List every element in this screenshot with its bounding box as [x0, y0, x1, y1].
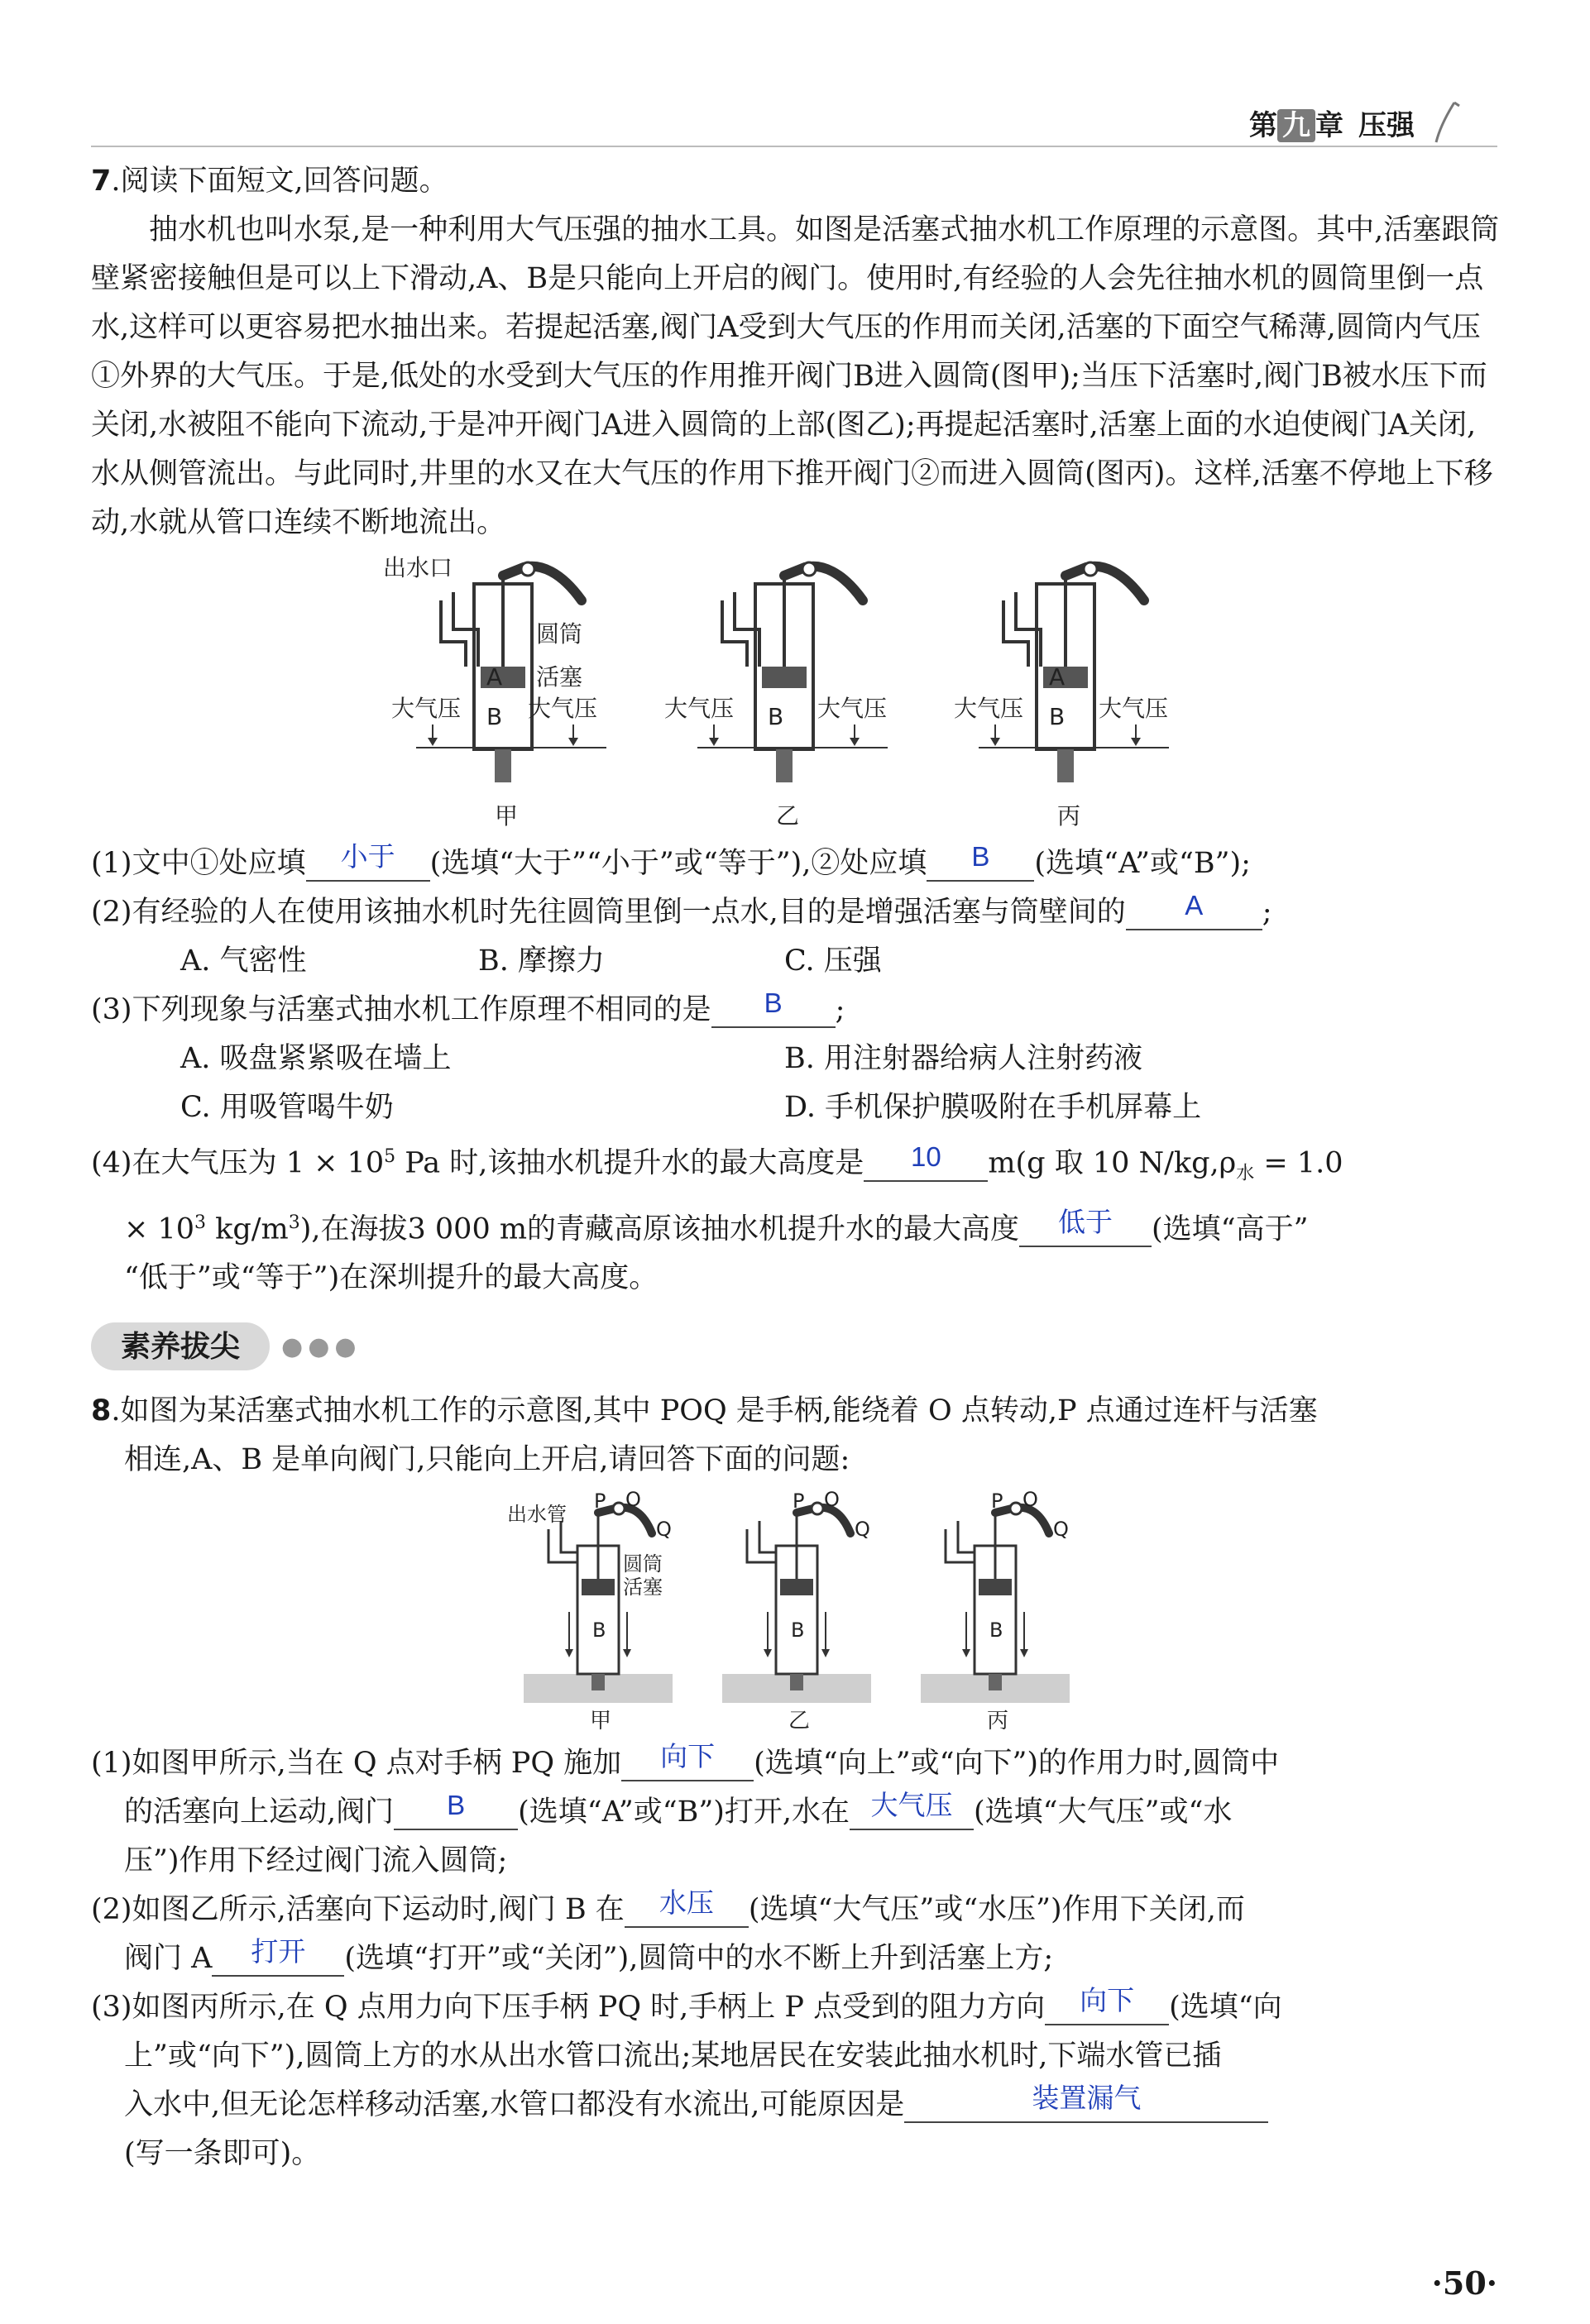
q7-sub2-option-b: B. 摩擦力: [478, 944, 605, 978]
q7-sub2-blank[interactable]: A: [1126, 896, 1262, 930]
atm-label-1a: 大气压: [390, 695, 461, 722]
outlet-pipe-label: 出水管: [506, 1503, 567, 1527]
chapter-label: 第 九 章: [1249, 108, 1343, 142]
q8-title: 8.如图为某活塞式抽水机工作的示意图,其中 POQ 是手柄,能绕着 O 点转动,P 点通过连杆与活塞: [91, 1394, 1318, 1428]
valve-b-label-8c: B: [989, 1619, 1003, 1643]
q8-sub1-line3: 压”)作用下经过阀门流入圆筒;: [124, 1844, 508, 1878]
q7-sub4-line2: × $10^3$ $kg/m^3$),在海拔3 000 m的青藏高原该抽水机提升水的最大高度 低于 (选填“高于”: [124, 1207, 1309, 1246]
outlet-label: 出水口: [382, 554, 453, 581]
caption-bing: 丙: [1056, 802, 1080, 830]
p-label-1: P: [593, 1490, 606, 1513]
q7-sub3-options-row1: [91, 1035, 1501, 1083]
valve-b-label-2: B: [767, 703, 783, 730]
cylinder-label: 圆筒: [535, 620, 582, 648]
q7-sub3-blank[interactable]: B: [711, 993, 836, 1028]
valve-b-label-3: B: [1048, 703, 1065, 730]
caption-yi: 乙: [775, 802, 799, 830]
valve-b-label-8b: B: [790, 1619, 804, 1643]
o-label-3: O: [1022, 1488, 1038, 1512]
q8-sub1-line2: 的活塞向上运动,阀门 B (选填“A”或“B”)打开,水在 大气压 (选填“大气压”或“水: [124, 1790, 1233, 1829]
q7-sub1-blank2[interactable]: B: [927, 847, 1034, 882]
q8-sub3: (3)如图丙所示,在 Q 点用力向下压手柄 PQ 时,手柄上 P 点受到的阻力方向 向下 (选填“向: [91, 1985, 1282, 2025]
q7-sub2: (2)有经验的人在使用该抽水机时先往圆筒里倒一点水,目的是增强活塞与筒壁间的 A ;: [91, 890, 1272, 929]
valve-b-label-1: B: [486, 703, 502, 730]
q7-sub3-option-a: A. 吸盘紧紧吸在墙上: [180, 1042, 452, 1075]
atm-label-3a: 大气压: [953, 695, 1023, 722]
q7-sub3-option-c: C. 用吸管喝牛奶: [180, 1091, 394, 1124]
q7-sub2-options: [91, 937, 1501, 986]
piston-label-8: 活塞: [622, 1576, 663, 1600]
q7-sub3-option-d: D. 手机保护膜吸附在手机屏幕上: [784, 1091, 1202, 1124]
o-label-1: O: [625, 1488, 641, 1512]
valve-a-label-3: A: [1048, 663, 1065, 691]
q7-sub3: (3)下列现象与活塞式抽水机工作原理不相同的是 B ;: [91, 987, 845, 1026]
page-content: [91, 157, 1501, 2178]
q7-sub1-blank1[interactable]: 小于: [306, 847, 430, 882]
q7-figure: [383, 551, 1210, 836]
q7-sub3-options-row2: [91, 1083, 1501, 1132]
pump-diagram-8: [507, 1488, 1086, 1736]
p-label-2: P: [792, 1490, 804, 1513]
q-label-3: Q: [1052, 1518, 1069, 1542]
q8-sub2: (2)如图乙所示,活塞向下运动时,阀门 B 在 水压 (选填“大气压”或“水压”)作用下关闭,而: [91, 1887, 1245, 1927]
q-label-2: Q: [854, 1518, 870, 1542]
q8-sub3-line4: (写一条即可)。: [124, 2137, 321, 2171]
q8-sub3-blank2[interactable]: 装置漏气: [904, 2088, 1268, 2123]
q8-sub3-blank1[interactable]: 向下: [1045, 1991, 1169, 2025]
valve-a-label-1: A: [486, 663, 502, 691]
q8-sub1-blank2[interactable]: B: [394, 1796, 518, 1830]
piston-label: 活塞: [535, 663, 582, 691]
atm-label-1b: 大气压: [527, 695, 597, 722]
q7-sub4-blank1[interactable]: 10: [864, 1147, 988, 1182]
page-number: ·50·: [1431, 2264, 1497, 2302]
banner-title: 素养拔尖: [91, 1322, 270, 1370]
o-label-2: O: [823, 1488, 840, 1512]
q8-sub1: (1)如图甲所示,当在 Q 点对手柄 PQ 施加 向下 (选填“向上”或“向下”)的作用力时,圆筒中: [91, 1741, 1280, 1781]
q7-sub2-option-c: C. 压强: [784, 944, 882, 978]
atm-label-3b: 大气压: [1098, 695, 1168, 722]
pen-icon: [1430, 99, 1463, 146]
caption8-bing: 丙: [986, 1709, 1008, 1734]
q8-figure: [507, 1488, 1086, 1736]
q8-sub3-line3: 入水中,但无论怎样移动活塞,水管口都没有水流出,可能原因是 装置漏气: [91, 2081, 1501, 2130]
caption-jia: 甲: [494, 802, 518, 830]
chapter-header: [1249, 98, 1463, 147]
q7-title: 7.阅读下面短文,回答问题。: [91, 165, 448, 198]
q-label-1: Q: [655, 1518, 672, 1542]
q7-sub4: (4)在大气压为 $1 \times 10^5$ Pa 时,该抽水机提升水的最大高度是 10 m(g 取 10 $N/kg,\rho_水 = 1.0$: [91, 1140, 1343, 1184]
q7-sub4-blank2[interactable]: 低于: [1019, 1212, 1152, 1247]
q8-sub2-blank1[interactable]: 水压: [625, 1893, 749, 1928]
header-rule: [91, 146, 1497, 147]
q7-sub2-option-a: A. 气密性: [180, 944, 307, 978]
caption8-yi: 乙: [788, 1709, 810, 1734]
q7-sub4-line3: “低于”或“等于”)在深圳提升的最大高度。: [124, 1261, 659, 1295]
q8-sub2-line2: 阀门 A 打开 (选填“打开”或“关闭”),圆筒中的水不断上升到活塞上方;: [124, 1936, 1054, 1976]
section-banner: [91, 1317, 1501, 1375]
valve-b-label-8a: B: [591, 1619, 606, 1643]
q7-sub1: (1)文中①处应填 小于 (选填“大于”“小于”或“等于”),②处应填 B (选填“A”或“B”);: [91, 841, 1251, 880]
q8-sub3-line2: 上”或“向下”),圆筒上方的水从出水管口流出;某地居民在安装此抽水机时,下端水管已插: [124, 2039, 1222, 2073]
chapter-title: 压强: [1358, 108, 1415, 142]
atm-label-2b: 大气压: [817, 695, 887, 722]
p-label-3: P: [990, 1490, 1003, 1513]
q7-sub3-option-b: B. 用注射器给病人注射药液: [784, 1042, 1142, 1075]
pump-diagram-7: [383, 551, 1210, 836]
q8-sub1-blank1[interactable]: 向下: [621, 1747, 754, 1781]
q7-passage: 抽水机也叫水泵,是一种利用大气压强的抽水工具。如图是活塞式抽水机工作原理的示意图。其中,活塞跟筒壁紧密接触但是可以上下滑动,A、B是只能向上开启的阀门。使用时,有经验的人会先往抽水机的圆筒里倒一点水,这样可以更容易把水抽出来。若提起活塞,阀门A受到大气压的作用而关闭,活塞的下面空气稀薄,圆筒内气压①外界的大气压。于是,低处的水受到大气压的作用推开阀门B进入圆筒(图甲);当压下活塞时,阀门B被水压下而关闭,水被阻不能向下流动,于是冲开阀门A进入圆筒的上部(图乙);再提起活塞时,活塞上面的水迫使阀门A关闭,水从侧管流出。与此同时,井里的水又在大气压的作用下推开阀门②而进入圆筒(图丙)。这样,活塞不停地上下移动,水就从管口连续不断地流出。: [91, 213, 1500, 539]
q8-sub2-blank2[interactable]: 打开: [212, 1942, 344, 1977]
q8-title-line2: 相连,A、B 是单向阀门,只能向上开启,请回答下面的问题:: [124, 1443, 850, 1477]
cylinder-label-8: 圆筒: [622, 1552, 663, 1576]
caption8-jia: 甲: [589, 1709, 611, 1734]
banner-dots: ●●●: [281, 1332, 362, 1361]
atm-label-2a: 大气压: [663, 695, 734, 722]
q8-sub1-blank3[interactable]: 大气压: [850, 1796, 974, 1830]
